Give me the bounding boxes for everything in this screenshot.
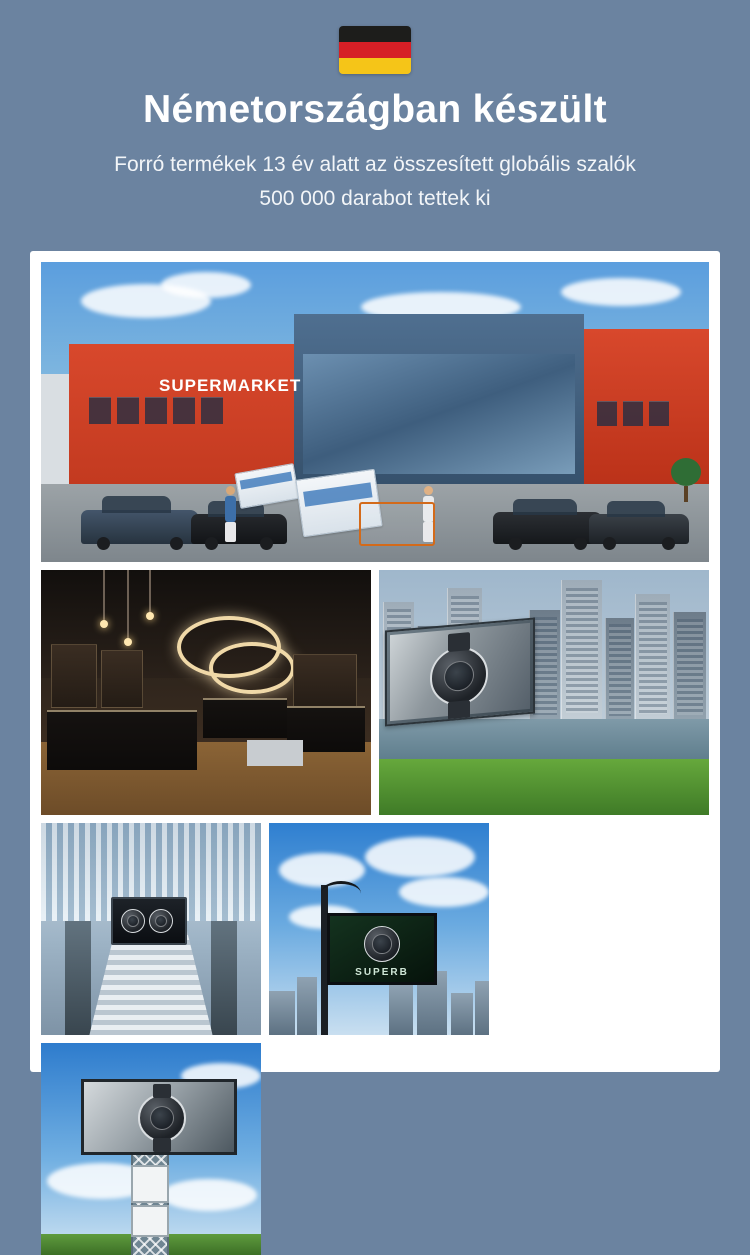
figure-head xyxy=(424,486,433,495)
car-wheel xyxy=(170,537,183,550)
building-shape xyxy=(451,993,473,1035)
display-counter xyxy=(203,698,287,738)
city-skyline-billboard-photo xyxy=(379,570,709,815)
window xyxy=(117,397,139,424)
escalator-rail xyxy=(65,921,91,1035)
lamp-bulb xyxy=(124,638,132,646)
skyscraper-shape xyxy=(561,580,602,722)
watch-band xyxy=(448,632,470,652)
page-header xyxy=(0,0,750,216)
car-cabin xyxy=(513,499,577,516)
watch-face xyxy=(150,1106,175,1131)
cloud-shape xyxy=(279,853,365,887)
display-counter xyxy=(47,710,197,770)
street-ad-panel xyxy=(327,913,437,985)
window-row xyxy=(597,401,669,426)
lamp-bulb xyxy=(100,620,108,628)
building-shape xyxy=(389,985,413,1035)
watch-face xyxy=(155,915,167,927)
smartwatch-icon xyxy=(149,909,173,933)
pendant-lamp-icon xyxy=(103,570,105,622)
decorative-scroll-arm xyxy=(321,881,361,906)
window xyxy=(597,401,617,426)
car-cabin xyxy=(607,501,665,517)
figure-head xyxy=(226,486,235,495)
side-table xyxy=(247,740,303,766)
store-building xyxy=(41,334,709,484)
tower-windows xyxy=(533,617,557,716)
cloud-shape xyxy=(161,272,251,298)
flag-band-red xyxy=(339,42,411,58)
tree-shape xyxy=(671,458,701,502)
car-shape xyxy=(493,512,603,544)
smartwatch-icon xyxy=(430,645,488,708)
skyscraper-shape xyxy=(605,618,634,722)
lake-water xyxy=(379,719,709,761)
skyscraper-shape xyxy=(673,612,706,722)
page-subtitle-line-2: 500 000 darabot tettek ki xyxy=(259,186,491,210)
park-billboard xyxy=(385,617,535,726)
glass-curtain-wall xyxy=(303,354,575,474)
window xyxy=(145,397,167,424)
roadside-billboard-photo xyxy=(41,1043,261,1255)
box-label-strip xyxy=(240,472,292,490)
tree-trunk xyxy=(684,486,688,502)
watch-face xyxy=(127,915,139,927)
watch-face xyxy=(444,660,474,693)
tower-windows xyxy=(609,624,631,716)
skyscraper-shape xyxy=(635,594,670,722)
watch-band xyxy=(448,700,470,720)
jewelry-store-interior-photo xyxy=(41,570,371,815)
car-shape xyxy=(191,514,287,544)
lamp-bulb xyxy=(146,612,154,620)
billboard-screen xyxy=(390,623,530,721)
mall-escalator-screen-photo xyxy=(41,823,261,1035)
smartwatch-icon xyxy=(364,926,400,962)
car-cabin xyxy=(102,496,170,514)
gallery-card xyxy=(30,251,720,1072)
tower-windows xyxy=(639,602,666,715)
digital-ad-screen xyxy=(111,897,187,945)
window xyxy=(201,397,223,424)
car-wheel xyxy=(205,537,218,550)
display-wall-panel xyxy=(101,650,143,708)
store-sign-text: SUPERMARKET xyxy=(159,376,302,395)
image-gallery xyxy=(41,262,709,1255)
pendant-lamp-icon xyxy=(149,570,151,614)
roadside-ad-panel xyxy=(81,1079,237,1155)
pendant-lamp-icon xyxy=(127,570,129,640)
street-sign-billboard-photo xyxy=(269,823,489,1035)
car-shape xyxy=(589,514,689,544)
building-shape xyxy=(475,981,489,1035)
car-wheel xyxy=(662,537,675,550)
tree-crown xyxy=(671,458,701,486)
car-wheel xyxy=(574,537,587,550)
shopping-trolley xyxy=(359,502,435,546)
car-wheel xyxy=(603,537,616,550)
window xyxy=(649,401,669,426)
tower-windows xyxy=(566,588,598,713)
page-subtitle-line-1: Forró termékek 13 év alatt az összesített globális szalók xyxy=(114,152,636,176)
supermarket-storefront-photo xyxy=(41,262,709,562)
figure-body xyxy=(225,496,236,522)
building-shape xyxy=(297,977,317,1035)
window xyxy=(623,401,643,426)
window xyxy=(173,397,195,424)
car-wheel xyxy=(509,537,522,550)
cloud-shape xyxy=(399,877,489,907)
cloud-shape xyxy=(561,278,681,306)
display-wall-panel xyxy=(293,654,357,710)
building-shape xyxy=(269,991,295,1035)
car-wheel xyxy=(260,537,273,550)
escalator-rail xyxy=(211,921,237,1035)
window xyxy=(89,397,111,424)
brand-text: SUPERB xyxy=(355,967,409,978)
car-wheel xyxy=(97,537,110,550)
smartwatch-icon xyxy=(138,1094,186,1142)
flag-band-black xyxy=(339,26,411,42)
watch-band xyxy=(153,1084,171,1098)
ring-chandelier-icon xyxy=(209,642,295,694)
window-row xyxy=(89,397,223,424)
watch-face xyxy=(372,934,391,953)
blank-sign-board xyxy=(131,1165,169,1203)
german-flag-icon xyxy=(339,26,411,74)
cloud-shape xyxy=(161,1179,257,1211)
park-lawn xyxy=(379,759,709,815)
blank-sign-board xyxy=(131,1205,169,1237)
page-title: Németországban készült xyxy=(143,88,607,131)
cloud-shape xyxy=(365,837,475,877)
flag-band-gold xyxy=(339,58,411,74)
shopper-figure xyxy=(225,486,235,542)
smartwatch-icon xyxy=(121,909,145,933)
car-shape xyxy=(81,510,199,544)
display-wall-panel xyxy=(51,644,97,708)
tower-windows xyxy=(677,619,703,716)
watch-band xyxy=(153,1138,171,1152)
figure-legs xyxy=(225,522,236,542)
